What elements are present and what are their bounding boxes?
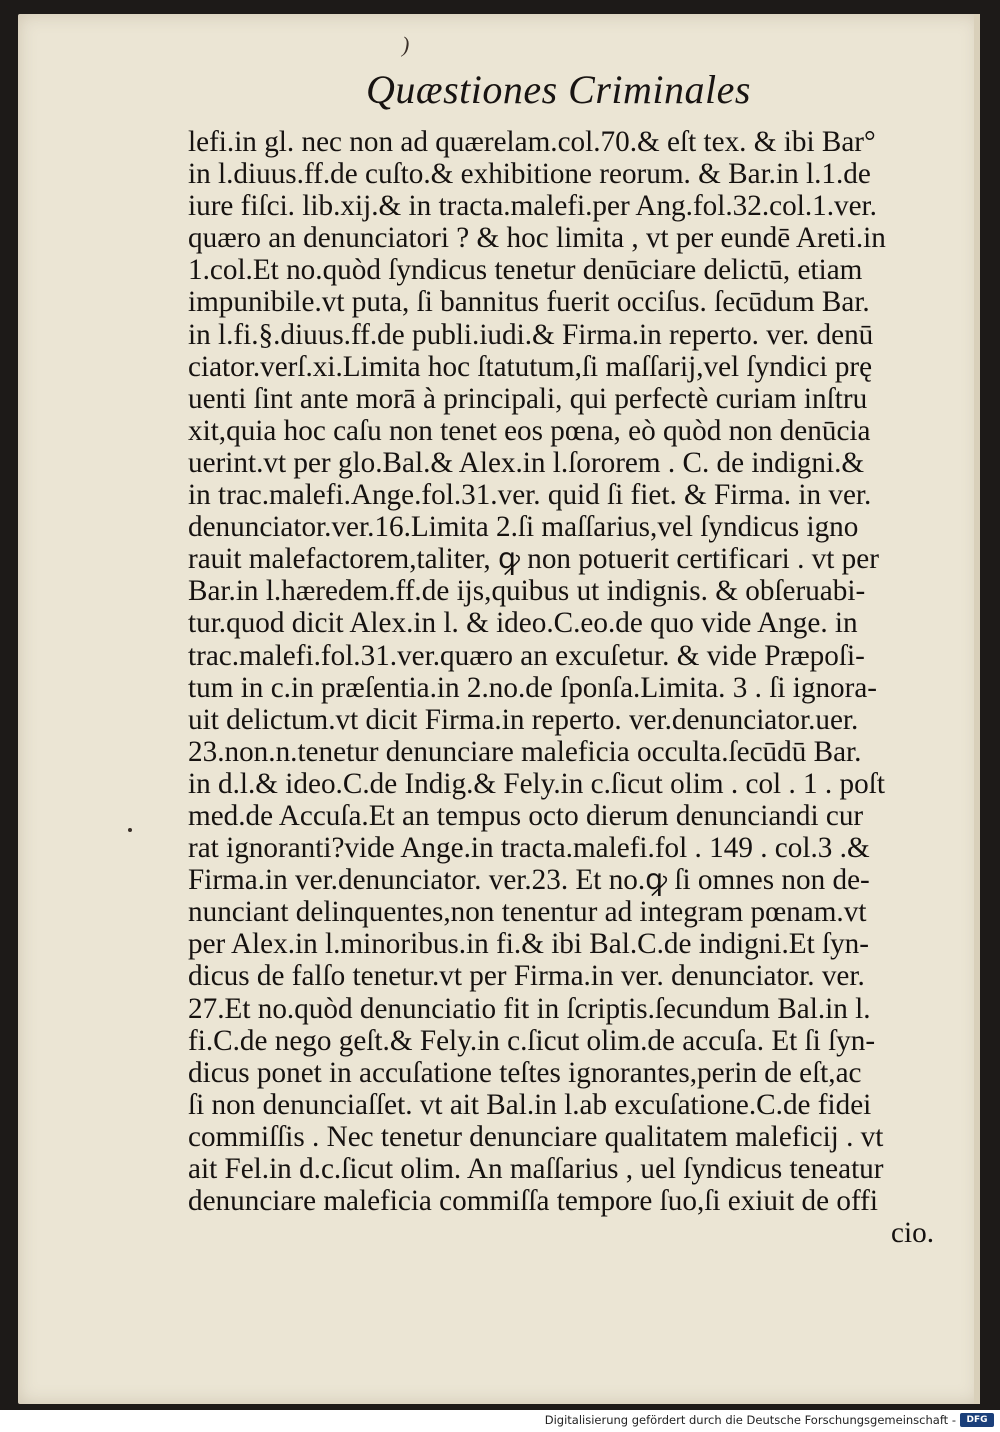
text-line: xit,quia hoc caſu non tenet eos pœna, eò quòd non denūcia xyxy=(188,414,871,447)
text-line: impunibile.vt puta, ſi bannitus fuerit occiſus. ſecūdum Bar. xyxy=(188,286,870,319)
text-line: denunciator.ver.16.Limita 2.ſi maſſarius,vel ſyndicus igno xyxy=(188,511,859,544)
text-line: Bar.in l.hæredem.ff.de ijs,quibus ut indignis. & obſeruabi- xyxy=(188,575,866,608)
text-line: in d.l.& ideo.C.de Indig.& Fely.in c.ſicut olim . col . 1 . poſt xyxy=(188,767,885,800)
top-mark: ) xyxy=(402,32,410,57)
text-line: lefi.in gl. nec non ad quærelam.col.70.& eſt tex. & ibi Bar° xyxy=(188,126,876,158)
text-line: tum in c.in præſentia.in 2.no.de ſponſa.Limita. 3 . ſi ignora- xyxy=(188,671,878,704)
page-edge xyxy=(974,14,980,1404)
text-line: 23.non.n.tenetur denunciare maleficia occulta.ſecūdū Bar. xyxy=(188,735,862,768)
text-line: ſi non denunciaſſet. vt ait Bal.in l.ab excuſatione.C.de fidei xyxy=(188,1088,872,1121)
text-line: ait Fel.in d.c.ſicut olim. An maſſarius , uel ſyndicus teneatur xyxy=(188,1153,884,1185)
text-line: 27.Et no.quòd denunciatio fit in ſcriptis.ſecundum Bal.in l. xyxy=(188,992,871,1025)
text-line: iure fiſci. lib.xij.& in tracta.malefi.per Ang.fol.32.col.1.ver. xyxy=(188,190,877,223)
text-line: dicus ponet in accuſatione teſtes ignorantes,perin de eſt,ac xyxy=(188,1056,862,1089)
text-line: med.de Accuſa.Et an tempus octo dierum denunciandi cur xyxy=(188,799,864,832)
text-line: commiſſis . Nec tenetur denunciare qualitatem maleficij . vt xyxy=(188,1120,884,1153)
footer-bar xyxy=(0,1410,1000,1432)
text-line: per Alex.in l.minoribus.in fi.& ibi Bal.C.de indigni.Et ſyn- xyxy=(188,928,869,961)
text-line: in l.fi.§.diuus.ff.de publi.iudi.& Firma.in reperto. ver. denū xyxy=(188,318,874,351)
text-line: denunciare maleficia commiſſa tempore ſuo,ſi exiuit de offi xyxy=(188,1185,878,1218)
running-header: Quæstiones Criminales xyxy=(366,67,751,112)
text-line: rat ignoranti?vide Ange.in tracta.malefi.fol . 149 . col.3 .& xyxy=(188,832,870,865)
text-line: uenti ſint ante morā à principali, qui perfectè curiam inſtru xyxy=(188,382,868,415)
text-line: rauit malefactorem,taliter, ꝙ non potuerit certificari . vt per xyxy=(188,543,879,576)
catchword: cio. xyxy=(891,1217,934,1250)
text-line: nunciant delinquentes,non tenentur ad integram pœnam.vt xyxy=(188,896,867,929)
text-line: 1.col.Et no.quòd ſyndicus tenetur denūciare delictū, etiam xyxy=(188,254,863,287)
text-line: fi.C.de nego geſt.& Fely.in c.ſicut olim.de accuſa. Et ſi ſyn- xyxy=(188,1024,876,1057)
text-line: in trac.malefi.Ange.fol.31.ver. quid ſi fiet. & Firma. in ver. xyxy=(188,479,872,512)
footer-credit: Digitalisierung gefördert durch die Deutsche Forschungsgemeinschaft - xyxy=(544,1413,956,1427)
text-line: uit delictum.vt dicit Firma.in reperto. ver.denunciator.uer. xyxy=(188,703,859,736)
text-line: in l.diuus.ff.de cuſto.& exhibitione reorum. & Bar.in l.1.de xyxy=(188,158,871,191)
text-line: trac.malefi.fol.31.ver.quæro an excuſetur. & vide Præpoſi- xyxy=(188,639,865,672)
text-line: quæro an denunciatori ? & hoc limita , vt per eundē Areti.in xyxy=(188,222,886,255)
text-line: dicus de falſo tenetur.vt per Firma.in ver. denunciator. ver. xyxy=(188,960,865,993)
text-line: Firma.in ver.denunciator. ver.23. Et no.ꝙ ſi omnes non de- xyxy=(188,864,870,897)
ink-speck xyxy=(128,828,132,832)
page-body-text xyxy=(188,126,948,1249)
text-line: ciator.verſ.xi.Limita hoc ſtatutum,ſi maſſarij,vel ſyndici prę xyxy=(188,350,873,383)
dfg-logo[interactable]: DFG xyxy=(960,1413,994,1427)
text-line: uerint.vt per glo.Bal.& Alex.in l.ſororem . C. de indigni.& xyxy=(188,446,865,479)
text-line: tur.quod dicit Alex.in l. & ideo.C.eo.de quo vide Ange. in xyxy=(188,607,858,640)
